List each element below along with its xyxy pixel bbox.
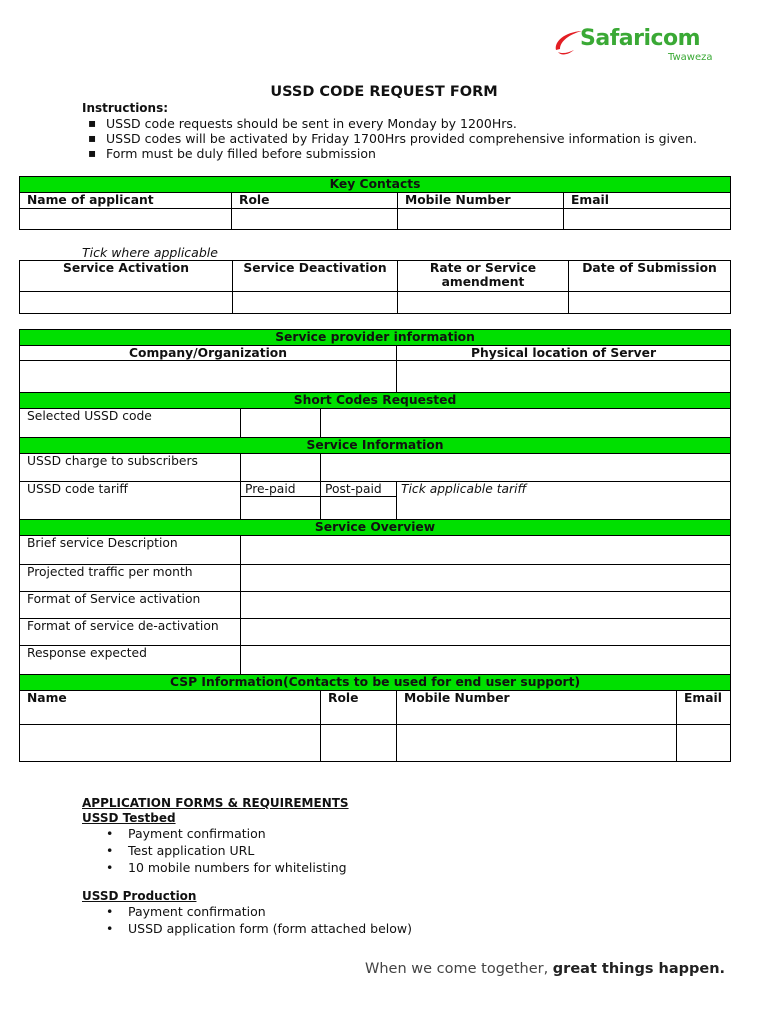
service-overview-header: Service Overview bbox=[20, 520, 731, 536]
short-codes-header: Short Codes Requested bbox=[20, 393, 731, 409]
col-role: Role bbox=[232, 193, 398, 209]
activation-format-field[interactable] bbox=[241, 592, 731, 619]
brief-description-label: Brief service Description bbox=[20, 536, 241, 565]
testbed-list bbox=[106, 825, 347, 876]
ussd-charge-field[interactable] bbox=[241, 454, 321, 482]
footer-slogan-bold: great things happen. bbox=[552, 961, 726, 977]
prepaid-label: Pre-paid bbox=[241, 482, 321, 497]
deactivation-format-field[interactable] bbox=[241, 619, 731, 646]
instructions-heading: Instructions: bbox=[82, 101, 169, 115]
applicant-mobile-field[interactable] bbox=[398, 209, 564, 230]
safaricom-logo bbox=[552, 24, 727, 64]
col-service-deactivation: Service Deactivation bbox=[233, 261, 398, 292]
tariff-note: Tick applicable tariff bbox=[397, 482, 731, 520]
col-csp-mobile: Mobile Number bbox=[397, 691, 677, 725]
col-csp-name: Name bbox=[20, 691, 321, 725]
rate-amendment-tick[interactable] bbox=[398, 292, 569, 314]
projected-traffic-label: Projected traffic per month bbox=[20, 565, 241, 592]
instruction-item: ▪ USSD codes will be activated by Friday 1700Hrs provided comprehensive information is given. bbox=[88, 131, 697, 146]
col-rate-amendment: Rate or Service amendment bbox=[398, 261, 569, 292]
testbed-item: • Test application URL bbox=[106, 842, 347, 859]
service-provider-header: Service provider information bbox=[20, 330, 731, 346]
col-date-of-submission: Date of Submission bbox=[569, 261, 731, 292]
tariff-label: USSD code tariff bbox=[20, 482, 241, 520]
service-deactivation-tick[interactable] bbox=[233, 292, 398, 314]
postpaid-label: Post-paid bbox=[321, 482, 397, 497]
csp-information-header: CSP Information(Contacts to be used for end user support) bbox=[20, 675, 731, 691]
selected-ussd-code-extra[interactable] bbox=[321, 409, 731, 438]
testbed-heading: USSD Testbed bbox=[82, 811, 176, 825]
production-item: • USSD application form (form attached below) bbox=[106, 920, 412, 937]
production-heading: USSD Production bbox=[82, 889, 197, 903]
service-type-table bbox=[19, 260, 731, 314]
col-csp-email: Email bbox=[677, 691, 731, 725]
csp-email-field[interactable] bbox=[677, 725, 731, 762]
selected-ussd-code-field[interactable] bbox=[241, 409, 321, 438]
col-company: Company/Organization bbox=[20, 346, 397, 361]
applicant-email-field[interactable] bbox=[564, 209, 731, 230]
form-title: USSD CODE REQUEST FORM bbox=[270, 84, 498, 100]
requirements-heading: APPLICATION FORMS & REQUIREMENTS bbox=[82, 796, 349, 810]
col-mobile-number: Mobile Number bbox=[398, 193, 564, 209]
col-service-activation: Service Activation bbox=[20, 261, 233, 292]
service-information-header: Service Information bbox=[20, 438, 731, 454]
ussd-charge-extra[interactable] bbox=[321, 454, 731, 482]
production-list bbox=[106, 903, 412, 937]
footer-slogan-normal: When we come together, bbox=[365, 961, 553, 977]
ussd-charge-label: USSD charge to subscribers bbox=[20, 454, 241, 482]
testbed-item: • 10 mobile numbers for whitelisting bbox=[106, 859, 347, 876]
testbed-item: • Payment confirmation bbox=[106, 825, 347, 842]
instruction-item: ▪ USSD code requests should be sent in every Monday by 1200Hrs. bbox=[88, 116, 697, 131]
col-name-of-applicant: Name of applicant bbox=[20, 193, 232, 209]
instructions-list bbox=[88, 116, 697, 161]
response-expected-label: Response expected bbox=[20, 646, 241, 675]
brief-description-field[interactable] bbox=[241, 536, 731, 565]
key-contacts-table bbox=[19, 176, 731, 230]
col-csp-role: Role bbox=[321, 691, 397, 725]
date-of-submission-field[interactable] bbox=[569, 292, 731, 314]
csp-mobile-field[interactable] bbox=[397, 725, 677, 762]
prepaid-tick[interactable] bbox=[241, 497, 321, 520]
postpaid-tick[interactable] bbox=[321, 497, 397, 520]
projected-traffic-field[interactable] bbox=[241, 565, 731, 592]
selected-ussd-code-label: Selected USSD code bbox=[20, 409, 241, 438]
col-email: Email bbox=[564, 193, 731, 209]
brand-name: Safaricom bbox=[580, 26, 701, 51]
service-activation-tick[interactable] bbox=[20, 292, 233, 314]
service-provider-table bbox=[19, 329, 731, 762]
deactivation-format-label: Format of service de-activation bbox=[20, 619, 241, 646]
brand-tagline: Twaweza bbox=[668, 52, 713, 63]
server-location-field[interactable] bbox=[397, 361, 731, 393]
csp-role-field[interactable] bbox=[321, 725, 397, 762]
applicant-role-field[interactable] bbox=[232, 209, 398, 230]
key-contacts-header: Key Contacts bbox=[20, 177, 731, 193]
col-server-location: Physical location of Server bbox=[397, 346, 731, 361]
footer-slogan bbox=[365, 961, 725, 977]
response-expected-field[interactable] bbox=[241, 646, 731, 675]
company-field[interactable] bbox=[20, 361, 397, 393]
activation-format-label: Format of Service activation bbox=[20, 592, 241, 619]
production-item: • Payment confirmation bbox=[106, 903, 412, 920]
instruction-item: ▪ Form must be duly filled before submission bbox=[88, 146, 697, 161]
csp-name-field[interactable] bbox=[20, 725, 321, 762]
applicant-name-field[interactable] bbox=[20, 209, 232, 230]
tick-note: Tick where applicable bbox=[82, 245, 218, 260]
